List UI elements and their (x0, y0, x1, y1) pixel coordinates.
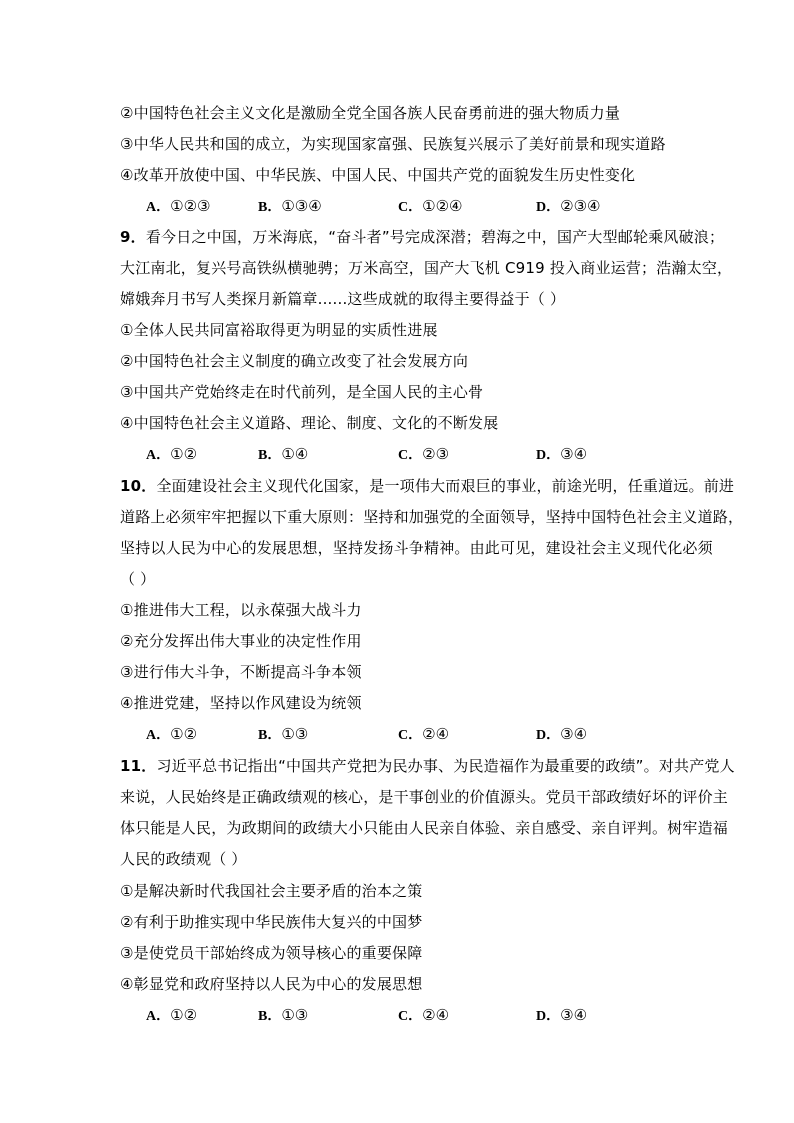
q11-stem-line-3: 体只能是人民，为政期间的政绩大小只能由人民亲自体验、亲自感受、亲自评判。树牢造福 (120, 819, 729, 837)
q10-item-3: ③进行伟大斗争，不断提高斗争本领 (120, 663, 362, 681)
q8-option-b[interactable]: B．①③④ (258, 197, 322, 215)
q10-stem-line-3: 坚持以人民为中心的发展思想，坚持发扬斗争精神。由此可见，建设社会主义现代化必须 (120, 539, 713, 557)
q9-option-c[interactable]: C．②③ (398, 445, 450, 463)
q9-stem-line-2: 大江南北，复兴号高铁纵横驰骋；万米高空，国产大飞机 C919 投入商业运营；浩瀚太空， (120, 259, 733, 277)
q8-option-d[interactable]: D．②③④ (536, 197, 601, 215)
q9-stem-line-1: 9．看今日之中国，万米海底，“奋斗者”号完成深潜；碧海之中，国产大型邮轮乘风破浪； (120, 228, 725, 246)
q8-option-a[interactable]: A．①②③ (146, 197, 211, 215)
q11-stem-line-2: 来说，人民始终是正确政绩观的核心，是干事创业的价值源头。党员干部政绩好坏的评价主 (120, 788, 729, 806)
q10-option-b[interactable]: B．①③ (258, 725, 309, 743)
q8-item-3: ③中华人民共和国的成立，为实现国家富强、民族复兴展示了美好前景和现实道路 (120, 135, 666, 153)
q11-item-1: ①是解决新时代我国社会主要矛盾的治本之策 (120, 882, 423, 900)
q10-stem-line-4: （ ） (120, 570, 156, 588)
q9-option-b[interactable]: B．①④ (258, 445, 309, 463)
q10-option-c[interactable]: C．②④ (398, 725, 450, 743)
q11-number: 11． (120, 757, 157, 775)
q9-item-3: ③中国共产党始终走在时代前列，是全国人民的主心骨 (120, 383, 484, 401)
q11-item-3: ③是使党员干部始终成为领导核心的重要保障 (120, 944, 423, 962)
q11-option-b[interactable]: B．①③ (258, 1006, 309, 1024)
q8-item-2: ②中国特色社会主义文化是激励全党全国各族人民奋勇前进的强大物质力量 (120, 104, 621, 122)
q10-stem-line-1: 10．全面建设社会主义现代化国家，是一项伟大而艰巨的事业，前途光明，任重道远。前进 (120, 477, 735, 495)
q11-stem-line-1: 11．习近平总书记指出“中国共产党把为民办事、为民造福作为最重要的政绩”。对共产党人 (120, 757, 735, 775)
q10-item-1: ①推进伟大工程，以永葆强大战斗力 (120, 601, 362, 619)
q10-option-d[interactable]: D．③④ (536, 725, 588, 743)
q10-stem-line-2: 道路上必须牢牢把握以下重大原则：坚持和加强党的全面领导，坚持中国特色社会主义道路， (120, 508, 744, 526)
q8-item-4: ④改革开放使中国、中华民族、中国人民、中国共产党的面貌发生历史性变化 (120, 166, 636, 184)
q11-option-d[interactable]: D．③④ (536, 1006, 588, 1024)
q8-option-c[interactable]: C．①②④ (398, 197, 463, 215)
q11-option-a[interactable]: A．①② (146, 1006, 198, 1024)
q11-stem-line-4: 人民的政绩观（ ） (120, 850, 247, 868)
q9-item-1: ①全体人民共同富裕取得更为明显的实质性进展 (120, 321, 438, 339)
q11-item-2: ②有利于助推实现中华民族伟大复兴的中国梦 (120, 913, 423, 931)
q9-item-2: ②中国特色社会主义制度的确立改变了社会发展方向 (120, 352, 469, 370)
q10-item-2: ②充分发挥出伟大事业的决定性作用 (120, 632, 362, 650)
q11-option-c[interactable]: C．②④ (398, 1006, 450, 1024)
q9-number: 9． (120, 228, 146, 246)
q9-option-a[interactable]: A．①② (146, 445, 198, 463)
q10-option-a[interactable]: A．①② (146, 725, 198, 743)
q11-item-4: ④彰显党和政府坚持以人民为中心的发展思想 (120, 975, 423, 993)
q9-stem-line-3: 嫦娥奔月书写人类探月新篇章......这些成就的取得主要得益于（ ） (120, 290, 566, 308)
q9-option-d[interactable]: D．③④ (536, 445, 588, 463)
q10-number: 10． (120, 477, 157, 495)
q10-item-4: ④推进党建，坚持以作风建设为统领 (120, 694, 362, 712)
q9-item-4: ④中国特色社会主义道路、理论、制度、文化的不断发展 (120, 414, 499, 432)
